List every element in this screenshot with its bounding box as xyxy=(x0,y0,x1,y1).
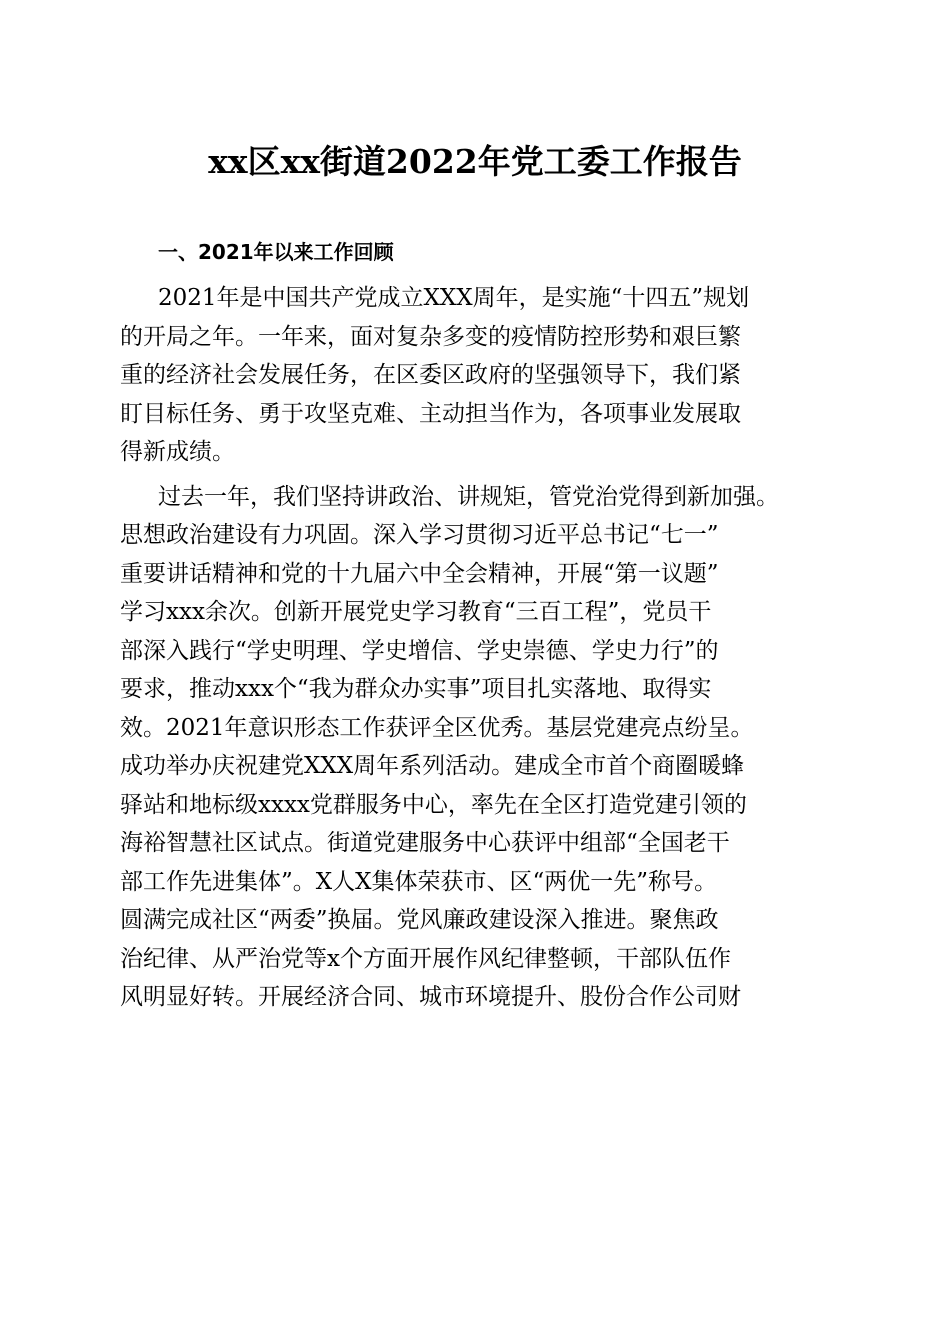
section-heading: 一、2021年以来工作回顾 xyxy=(158,240,394,264)
text-line: 效。2021年意识形态工作获评全区优秀。基层党建亮点纷呈。 xyxy=(120,714,754,741)
text-line: 思想政治建设有力巩固。深入学习贯彻习近平总书记“七一” xyxy=(120,522,719,548)
paragraph-1 xyxy=(120,279,835,472)
text-line: 2021年是中国共产党成立XXX周年，是实施“十四五”规划 xyxy=(158,285,750,311)
text-line: 治纪律、从严治党等x个方面开展作风纪律整顿，干部队伍作 xyxy=(120,945,731,972)
document-body xyxy=(120,279,835,1017)
text-line: 学习xxx余次。创新开展党史学习教育“三百工程”，党员干 xyxy=(120,599,712,625)
text-line: 重要讲话精神和党的十九届六中全会精神，开展“第一议题” xyxy=(120,560,719,587)
text-line: 要求，推动xxx个“我为群众办实事”项目扎实落地、取得实 xyxy=(120,676,712,702)
text-line: 部深入践行“学史明理、学史增信、学史崇德、学史力行”的 xyxy=(120,637,719,664)
text-line: 圆满完成社区“两委”换届。党风廉政建设深入推进。聚焦政 xyxy=(120,907,719,933)
paragraph-2 xyxy=(120,478,835,1017)
text-line: 过去一年，我们坚持讲政治、讲规矩，管党治党得到新加强。 xyxy=(158,483,779,510)
text-line: 风明显好转。开展经济合同、城市环境提升、股份合作公司财 xyxy=(120,984,741,1010)
text-line: 得新成绩。 xyxy=(120,439,235,465)
text-line: 海裕智慧社区试点。街道党建服务中心获评中组部“全国老干 xyxy=(120,830,730,856)
text-line: 的开局之年。一年来，面对复杂多变的疫情防控形势和艰巨繁 xyxy=(120,323,741,350)
text-line: 驿站和地标级xxxx党群服务中心，率先在全区打造党建引领的 xyxy=(120,791,747,818)
text-line: 盯目标任务、勇于攻坚克难、主动担当作为，各项事业发展取 xyxy=(120,400,741,427)
text-line: 重的经济社会发展任务，在区委区政府的坚强领导下，我们紧 xyxy=(120,362,741,388)
text-line: 部工作先进集体”。X人X集体荣获市、区“两优一先”称号。 xyxy=(120,868,718,895)
text-line: 成功举办庆祝建党XXX周年系列活动。建成全市首个商圈暖蜂 xyxy=(120,753,745,779)
document-title: xx区xx街道2022年党工委工作报告 xyxy=(208,142,742,181)
